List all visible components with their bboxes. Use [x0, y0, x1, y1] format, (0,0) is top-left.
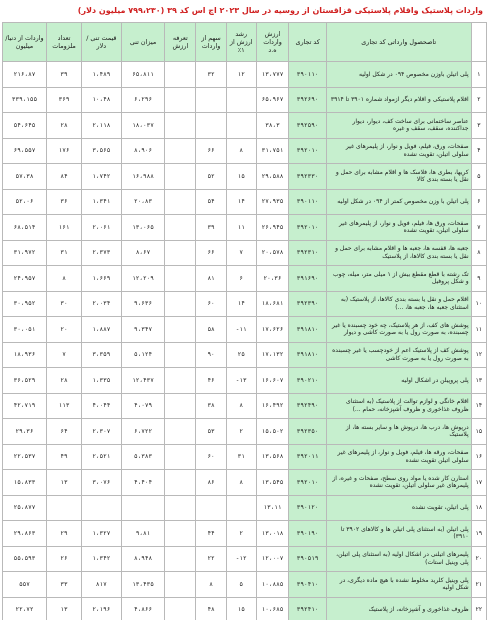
cell-code: ۳۹۰۱۹۰: [289, 521, 326, 547]
cell-tariff: [165, 368, 196, 394]
cell-tariff: [165, 521, 196, 547]
cell-share: ۲: [226, 419, 256, 445]
cell-description: تک رشته با قطع مقطع بیش از ۱ میلی متر، میله، چوب و شکل پروفیل: [326, 266, 471, 292]
cell-world: ۲۲،۷۲: [3, 597, 47, 620]
cell-quantity: ۵،۳۸۳: [121, 444, 165, 470]
header-share: رشد ارزش از ۱٪: [226, 23, 256, 62]
header-value: ارزش واردات ه.د: [256, 23, 289, 62]
cell-description: پلی پروپیلن در اشکال اولیه: [326, 368, 471, 394]
header-import-share: سهم از واردات: [196, 23, 227, 62]
cell-import-share: [196, 113, 227, 139]
cell-count: ۸۴: [46, 164, 81, 190]
cell-price: ۲،۵۲۱: [82, 444, 122, 470]
row-number: ۱۶: [471, 444, 486, 470]
cell-import-share: ۵۳: [196, 419, 227, 445]
cell-world: ۳۱،۹۷۲: [3, 240, 47, 266]
cell-world: ۵۲،۰۶: [3, 189, 47, 215]
header-quantity: میزان تنی: [121, 23, 165, 62]
cell-tariff: [165, 62, 196, 88]
cell-tariff: [165, 546, 196, 572]
cell-count: ۲۹: [46, 521, 81, 547]
cell-quantity: ۱۲،۴۳۷: [121, 368, 165, 394]
row-number: ۸: [471, 240, 486, 266]
cell-code: ۳۹۲۰۱۰: [289, 470, 326, 496]
cell-share: ۵: [226, 572, 256, 598]
cell-import-share: ۲۲: [196, 546, 227, 572]
cell-description: پوشش های کف، از هر پلاستیک، چه خود چسبنده یا غیر چسبنده، به صورت رول یا به صورت کاشی و دیوار: [326, 317, 471, 343]
table-row: [3, 138, 487, 164]
cell-tariff: [165, 317, 196, 343]
cell-tariff: [165, 342, 196, 368]
cell-price: ۳،۳۵۹: [82, 342, 122, 368]
table-row: [3, 317, 487, 343]
cell-world: ۵۷،۳۸: [3, 164, 47, 190]
cell-import-share: ۴۶: [196, 368, 227, 394]
header-tariff: تعرفه ارزش: [165, 23, 196, 62]
table-row: [3, 419, 487, 445]
cell-value: ۳۱،۷۵۱: [256, 138, 289, 164]
cell-import-share: ۶۰: [196, 291, 227, 317]
table-header: [3, 23, 487, 62]
cell-world: ۲۴،۹۵۷: [3, 266, 47, 292]
row-number: ۲۰: [471, 546, 486, 572]
cell-share: ۱۱-: [226, 317, 256, 343]
cell-import-share: ۵۸: [196, 317, 227, 343]
cell-price: ۱،۳۳۵: [82, 368, 122, 394]
cell-code: ۳۹۲۵۹۰: [289, 113, 326, 139]
cell-quantity: ۱۲،۲۰۹: [121, 266, 165, 292]
cell-code: ۳۹۰۴۱۰: [289, 572, 326, 598]
row-number: ۱۳: [471, 368, 486, 394]
cell-count: ۷: [46, 342, 81, 368]
cell-import-share: ۵۴: [196, 189, 227, 215]
cell-description: پلی اتیلن با وزن مخصوص کمتر از ۰۹۴ در شکل اولیه: [326, 189, 471, 215]
cell-value: ۱۸،۶۸۱: [256, 291, 289, 317]
cell-world: ۳۰،۰۵۱: [3, 317, 47, 343]
cell-count: ۱۳: [46, 597, 81, 620]
cell-import-share: ۹۰: [196, 342, 227, 368]
cell-price: ۱،۳۲۷: [82, 521, 122, 547]
cell-value: ۱۳،۵۴۵: [256, 470, 289, 496]
row-number: ۶: [471, 189, 486, 215]
cell-code: ۳۹۲۶۹۰: [289, 87, 326, 113]
cell-tariff: [165, 291, 196, 317]
cell-share: ۱۲-: [226, 546, 256, 572]
cell-world: ۲۲،۵۳۷: [3, 444, 47, 470]
cell-price: ۱،۶۶۹: [82, 266, 122, 292]
cell-quantity: ۸،۶۷: [121, 240, 165, 266]
header-code: کد تجاری: [289, 23, 326, 62]
cell-world: ۱۸،۹۳۶: [3, 342, 47, 368]
cell-count: ۳۶: [46, 189, 81, 215]
cell-import-share: ۸: [196, 572, 227, 598]
cell-value: ۲۰،۳۶: [256, 266, 289, 292]
cell-count: ۳۶۹: [46, 87, 81, 113]
table-row: [3, 62, 487, 88]
cell-description: استارن کار شده یا مواد روی سطح، صفحات و غیره، از پلیمرهای غیر سلولی اتیلن، تقویت نشده: [326, 470, 471, 496]
cell-description: پلی اتیلن (به استثنای پلی اتیلن ها و کالاهای ۳۹۰۲ تا ۳۹۱۰): [326, 521, 471, 547]
cell-world: ۵۴،۶۴۵: [3, 113, 47, 139]
cell-count: ۱۶۱: [46, 215, 81, 241]
cell-share: [226, 495, 256, 521]
table-row: [3, 164, 487, 190]
cell-description: اقلام حمل و نقل یا بسته بندی کالاها، از پلاستیک (به استثنای جعبه ها، جعبه ها، ...): [326, 291, 471, 317]
cell-code: ۳۹۱۶۹۰: [289, 266, 326, 292]
table-row: [3, 368, 487, 394]
cell-tariff: [165, 189, 196, 215]
table-row: [3, 470, 487, 496]
cell-quantity: ۴،۸۶۶: [121, 597, 165, 620]
table-row: [3, 444, 487, 470]
cell-quantity: ۴،۰۷۹: [121, 393, 165, 419]
cell-description: اقلام خانگی و لوازم توالت از پلاستیک (به استثنای ظروف غذاخوری و ظروف آشپزخانه، حمام ...): [326, 393, 471, 419]
cell-value: ۱۳،۰۱۸: [256, 521, 289, 547]
cell-import-share: [196, 495, 227, 521]
cell-code: ۳۹۲۳۳۰: [289, 164, 326, 190]
cell-share: ۱۴: [226, 189, 256, 215]
cell-tariff: [165, 393, 196, 419]
cell-count: ۸: [46, 266, 81, 292]
cell-count: ۳۳: [46, 572, 81, 598]
cell-tariff: [165, 597, 196, 620]
row-number: ۳: [471, 113, 486, 139]
cell-value: ۱۶،۴۹۲: [256, 393, 289, 419]
cell-count: ۳۰: [46, 291, 81, 317]
cell-price: ۲،۰۶۱: [82, 215, 122, 241]
cell-description: عناصر ساختمانی برای ساخت کف، دیوار، دیوار جداکننده، سقف، سقف و غیره: [326, 113, 471, 139]
row-number: ۹: [471, 266, 486, 292]
cell-count: ۲۸: [46, 368, 81, 394]
cell-code: ۳۹۲۳۱۰: [289, 240, 326, 266]
cell-import-share: ۸۱: [196, 266, 227, 292]
cell-world: ۲۱۶،۸۷: [3, 62, 47, 88]
cell-world: ۴۲،۷۱۹: [3, 393, 47, 419]
cell-share: ۶: [226, 266, 256, 292]
row-number: ۵: [471, 164, 486, 190]
cell-share: [226, 113, 256, 139]
cell-quantity: ۶۵،۸۱۱: [121, 62, 165, 88]
cell-world: ۶۹،۵۵۷: [3, 138, 47, 164]
table-row: [3, 572, 487, 598]
table-row: [3, 87, 487, 113]
cell-price: ۱،۸۸۷: [82, 317, 122, 343]
cell-quantity: ۸،۹۰۶: [121, 138, 165, 164]
cell-code: ۳۹۰۱۱۰: [289, 189, 326, 215]
cell-world: ۳۰،۹۵۲: [3, 291, 47, 317]
header-count: تعداد ملزومات: [46, 23, 81, 62]
cell-code: ۳۹۰۵۱۹: [289, 546, 326, 572]
table-row: [3, 240, 487, 266]
row-number: ۱۲: [471, 342, 486, 368]
cell-world: ۵۵،۵۹۳: [3, 546, 47, 572]
cell-count: ۶۴: [46, 419, 81, 445]
row-number: ۷: [471, 215, 486, 241]
cell-description: پلی اتیلن باوزن مخصوص ۰۹۴ در شکل اولیه: [326, 62, 471, 88]
table-row: [3, 113, 487, 139]
table-row: [3, 597, 487, 620]
cell-price: ۱،۳۴۲: [82, 546, 122, 572]
cell-tariff: [165, 470, 196, 496]
cell-code: ۳۹۱۸۱۰: [289, 342, 326, 368]
table-row: [3, 291, 487, 317]
cell-price: ۲،۳۷۳: [82, 240, 122, 266]
cell-tariff: [165, 266, 196, 292]
cell-description: صفحات، ورق ها، فیلم، فویل و نوار، از پلیمرهای غیر سلولی اتیلن، تقویت نشده: [326, 215, 471, 241]
cell-description: جعبه ها، قفسه ها، جعبه ها و اقلام مشابه برای حمل و نقل یا بسته بندی کالاها، از پلاستیک: [326, 240, 471, 266]
cell-value: ۳۸،۳: [256, 113, 289, 139]
cell-share: [226, 87, 256, 113]
cell-import-share: ۳۹: [196, 215, 227, 241]
row-number: ۱۷: [471, 470, 486, 496]
cell-description: صفحات، ورقه ها، فیلم، فویل و نوار، از پلیمرهای غیر سلولی اتیلن تقویت نشده: [326, 444, 471, 470]
cell-tariff: [165, 138, 196, 164]
cell-tariff: [165, 164, 196, 190]
cell-share: ۱۱: [226, 215, 256, 241]
cell-price: ۱،۷۴۲: [82, 164, 122, 190]
cell-import-share: ۶۶: [196, 240, 227, 266]
table-row: [3, 215, 487, 241]
cell-tariff: [165, 215, 196, 241]
cell-tariff: [165, 572, 196, 598]
table-body: [3, 62, 487, 620]
cell-description: پلی وینیل کلرید مخلوط نشده با هیچ ماده دیگری، در شکل اولیه: [326, 572, 471, 598]
cell-code: ۳۹۲۴۱۰: [289, 597, 326, 620]
cell-description: پوشش کف از پلاستیک اعم از خودچسب یا غیر چسبنده به صورت رول یا به صورت کاشی: [326, 342, 471, 368]
cell-world: ۲۵،۸۷۷: [3, 495, 47, 521]
header-row-number: [471, 23, 486, 62]
cell-share: ۳۱: [226, 444, 256, 470]
cell-price: ۸۱۷: [82, 572, 122, 598]
cell-count: ۳۱: [46, 240, 81, 266]
cell-description: درپوش ها، درب ها، درپوش ها و سایر بسته ها، از پلاستیک: [326, 419, 471, 445]
cell-value: ۱۷،۱۳۲: [256, 342, 289, 368]
cell-count: ۲۰: [46, 317, 81, 343]
cell-count: ۴۹: [46, 444, 81, 470]
cell-code: ۳۹۰۲۱۰: [289, 368, 326, 394]
cell-share: ۲۵: [226, 342, 256, 368]
cell-quantity: ۱۳،۴۳۵: [121, 572, 165, 598]
cell-price: ۲،۰۳۴: [82, 291, 122, 317]
row-number: ۱۵: [471, 419, 486, 445]
cell-import-share: ۶۶: [196, 138, 227, 164]
row-number: ۱۱: [471, 317, 486, 343]
cell-value: ۲۰،۵۷۸: [256, 240, 289, 266]
table-row: [3, 266, 487, 292]
cell-value: ۱۷،۶۲۶: [256, 317, 289, 343]
cell-share: ۸: [226, 138, 256, 164]
cell-code: ۳۹۲۰۱۱: [289, 444, 326, 470]
row-number: ۲۲: [471, 597, 486, 620]
cell-share: ۸: [226, 470, 256, 496]
cell-import-share: ۸۶: [196, 470, 227, 496]
cell-quantity: ۱۳،۰۶۵: [121, 215, 165, 241]
cell-world: ۳۶،۵۲۹: [3, 368, 47, 394]
row-number: ۱۴: [471, 393, 486, 419]
cell-import-share: ۵۲: [196, 164, 227, 190]
row-number: ۲۱: [471, 572, 486, 598]
cell-share: ۲: [226, 521, 256, 547]
cell-share: ۷: [226, 240, 256, 266]
cell-tariff: [165, 444, 196, 470]
cell-price: ۲،۱۱۸: [82, 113, 122, 139]
cell-count: ۱۷۶: [46, 138, 81, 164]
cell-value: ۱۶،۶۰۷: [256, 368, 289, 394]
cell-value: ۱۲،۰۰۷: [256, 546, 289, 572]
cell-code: ۳۹۰۱۱۰: [289, 62, 326, 88]
cell-value: ۱۳،۷۷۷: [256, 62, 289, 88]
row-number: ۱۰: [471, 291, 486, 317]
cell-value: ۶۵،۹۶۷: [256, 87, 289, 113]
cell-count: ۱۳: [46, 470, 81, 496]
cell-description: ظروف غذاخوری و آشپزخانه، از پلاستیک: [326, 597, 471, 620]
cell-tariff: [165, 419, 196, 445]
cell-price: ۱۰،۴۸: [82, 87, 122, 113]
cell-import-share: ۶۰: [196, 444, 227, 470]
cell-world: ۵۵۷: [3, 572, 47, 598]
cell-count: ۳۹: [46, 62, 81, 88]
cell-description: کریها، بطری ها، فلاسک ها و اقلام مشابه برای حمل و نقل یا بسته بندی کالا: [326, 164, 471, 190]
cell-tariff: [165, 240, 196, 266]
cell-description: اقلام پلاستیکی و اقلام دیگر ازمواد شماره ۳۹۰۱ تا ۳۹۱۴: [326, 87, 471, 113]
cell-price: ۲،۳۰۷: [82, 419, 122, 445]
cell-import-share: ۳۲: [196, 62, 227, 88]
cell-quantity: ۶،۲۹۶: [121, 87, 165, 113]
imports-table: [2, 22, 487, 620]
row-number: ۱: [471, 62, 486, 88]
cell-value: ۲۶،۹۴۵: [256, 215, 289, 241]
cell-code: ۳۹۲۳۵۰: [289, 419, 326, 445]
cell-world: ۶۸،۵۱۴: [3, 215, 47, 241]
cell-description: صفحات، ورق، فیلم، فویل و نوار، از پلیمرهای غیر سلولی اتیلن، تقویت نشده: [326, 138, 471, 164]
cell-quantity: ۱۸،۰۳۷: [121, 113, 165, 139]
cell-quantity: [121, 495, 165, 521]
table-row: [3, 521, 487, 547]
cell-quantity: ۹،۶۳۶: [121, 291, 165, 317]
table-row: [3, 495, 487, 521]
row-number: ۴: [471, 138, 486, 164]
cell-price: ۳،۵۶۵: [82, 138, 122, 164]
cell-quantity: ۹،۸۱: [121, 521, 165, 547]
cell-code: ۳۹۲۳۹۰: [289, 291, 326, 317]
cell-count: ۲۸: [46, 113, 81, 139]
cell-code: ۳۹۲۰۱۰: [289, 138, 326, 164]
cell-count: ۲۶: [46, 546, 81, 572]
cell-price: ۱،۴۸۹: [82, 62, 122, 88]
cell-count: [46, 495, 81, 521]
cell-code: ۳۹۰۱۲۰: [289, 495, 326, 521]
cell-value: ۱۳،۱۱: [256, 495, 289, 521]
cell-quantity: ۵،۱۲۴: [121, 342, 165, 368]
cell-share: ۱۳-: [226, 368, 256, 394]
cell-price: ۱،۳۴۱: [82, 189, 122, 215]
cell-value: ۲۷،۹۳۵: [256, 189, 289, 215]
cell-share: ۱۲: [226, 62, 256, 88]
row-number: ۲: [471, 87, 486, 113]
cell-price: [82, 495, 122, 521]
cell-quantity: ۶،۷۲۲: [121, 419, 165, 445]
cell-quantity: ۹،۳۴۷: [121, 317, 165, 343]
cell-import-share: ۴۸: [196, 597, 227, 620]
cell-count: ۱۱۳: [46, 393, 81, 419]
cell-tariff: [165, 87, 196, 113]
cell-quantity: ۸،۹۴۸: [121, 546, 165, 572]
cell-quantity: ۲۰،۸۳: [121, 189, 165, 215]
cell-world: ۲۹،۸۶۳: [3, 521, 47, 547]
cell-share: ۸: [226, 393, 256, 419]
cell-value: ۱۰،۸۸۵: [256, 572, 289, 598]
row-number: ۱۹: [471, 521, 486, 547]
cell-share: ۱۵: [226, 164, 256, 190]
cell-import-share: ۴۴: [196, 521, 227, 547]
cell-description: پلی اتیلن، تقویت نشده: [326, 495, 471, 521]
table-row: [3, 546, 487, 572]
cell-world: ۲۹،۳۶: [3, 419, 47, 445]
cell-code: ۳۹۱۸۱۰: [289, 317, 326, 343]
table-row: [3, 342, 487, 368]
cell-import-share: ۳۸: [196, 393, 227, 419]
cell-share: ۱۴: [226, 291, 256, 317]
cell-value: ۱۰،۶۸۵: [256, 597, 289, 620]
cell-code: ۳۹۲۴۹۰: [289, 393, 326, 419]
table-row: [3, 189, 487, 215]
cell-tariff: [165, 113, 196, 139]
cell-world: ۳۳۹،۱۵۵: [3, 87, 47, 113]
cell-price: ۴،۰۴۴: [82, 393, 122, 419]
page-title: واردات پلاستیک واقلام پلاستیکی قزاقستان از روسیه در سال ۲۰۲۳ اچ اس کد ۳۹ (۷۹۹،۲۳۰ میلیون دلار): [77, 6, 483, 15]
cell-share: ۱۵: [226, 597, 256, 620]
cell-value: ۱۵،۵۰۲: [256, 419, 289, 445]
table-row: [3, 393, 487, 419]
header-world: واردات از دنیا/میلیون: [3, 23, 47, 62]
cell-value: ۲۹،۵۸۸: [256, 164, 289, 190]
cell-description: پلیمرهای اتیلنی در اشکال اولیه (به استثنای پلی اتیلن، پلی وینیل استات): [326, 546, 471, 572]
header-description: تاصحصول وارداتی کد تجاری: [326, 23, 471, 62]
cell-code: ۳۹۲۰۱۰: [289, 215, 326, 241]
cell-import-share: [196, 87, 227, 113]
cell-value: ۱۳،۵۶۸: [256, 444, 289, 470]
cell-price: ۲،۱۹۶: [82, 597, 122, 620]
cell-world: ۱۵،۸۳۳: [3, 470, 47, 496]
cell-price: ۳،۰۷۶: [82, 470, 122, 496]
cell-tariff: [165, 495, 196, 521]
cell-quantity: ۱۶،۹۸۸: [121, 164, 165, 190]
cell-quantity: ۴،۴۰۴: [121, 470, 165, 496]
header-price: قیمت تنی / دلار: [82, 23, 122, 62]
row-number: ۱۸: [471, 495, 486, 521]
